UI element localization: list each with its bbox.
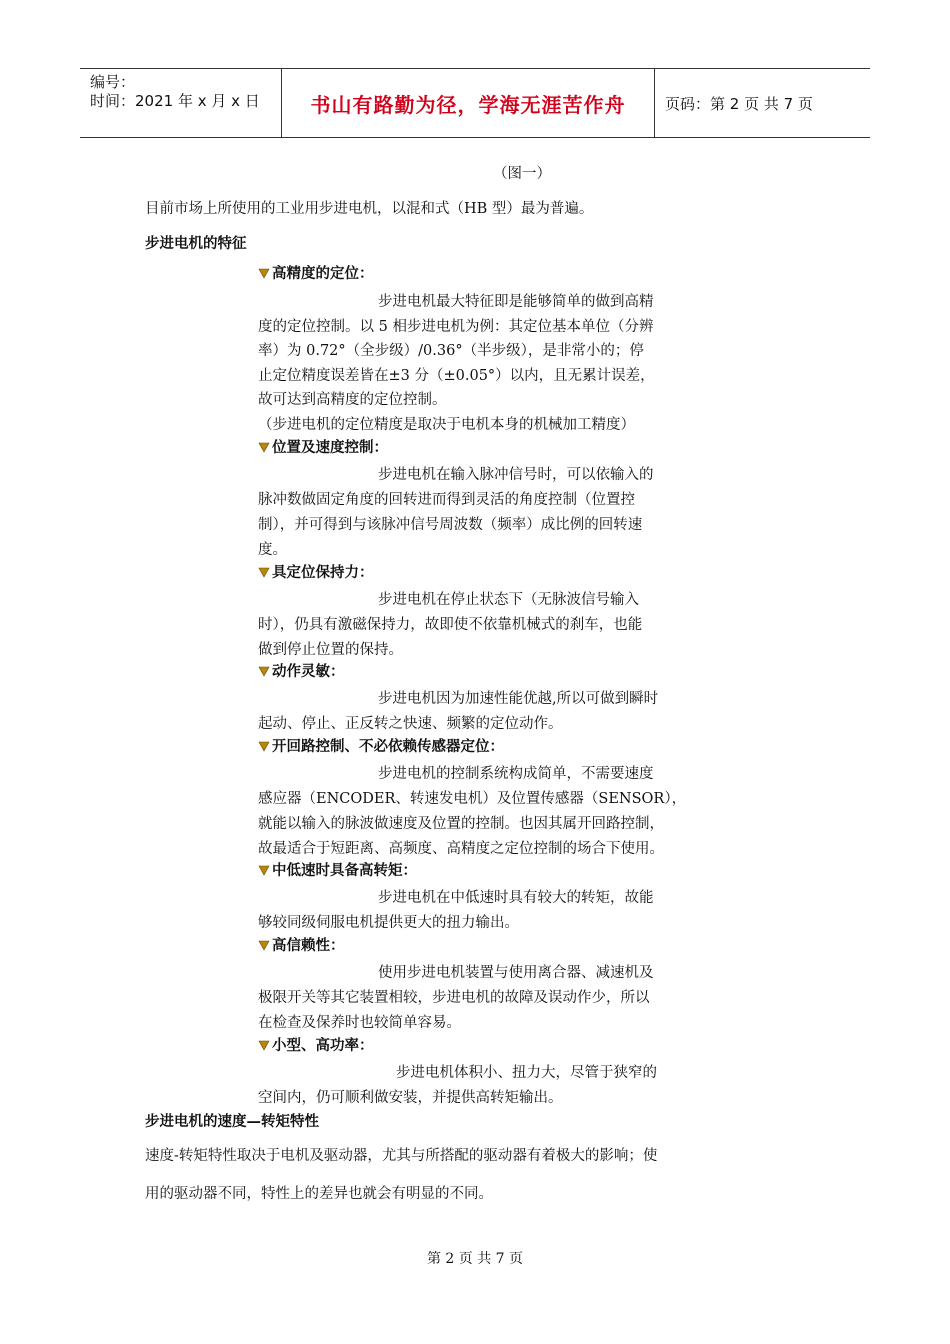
diamond-bullet-icon xyxy=(258,864,270,876)
feature-line: 止定位精度误差皆在±3 分（±0.05°）以内，且无累计误差， xyxy=(258,368,655,384)
diamond-bullet-icon xyxy=(258,740,270,752)
feature-line: 步进电机的控制系统构成简单，不需要速度 xyxy=(378,766,654,782)
page-footer: 第 2 页 共 7 页 xyxy=(426,1251,524,1267)
feature-title: 动作灵敏： xyxy=(272,664,345,680)
feature-line: 步进电机在输入脉冲信号时，可以依输入的 xyxy=(378,467,654,483)
feature-line: 步进电机在停止状态下（无脉波信号输入 xyxy=(378,592,639,608)
feature-heading xyxy=(258,735,504,756)
feature-line: 度的定位控制。以 5 相步进电机为例：其定位基本单位（分辨 xyxy=(258,319,654,335)
header-page-info: 页码：第 2 页 共 7 页 xyxy=(665,94,813,113)
page-header xyxy=(80,68,870,138)
feature-line: 步进电机因为加速性能优越,所以可做到瞬时 xyxy=(378,691,659,707)
feature-line: 极限开关等其它装置相较，步进电机的故障及误动作少，所以 xyxy=(258,990,650,1006)
feature-line: 时），仍具有激磁保持力，故即使不依靠机械式的刹车，也能 xyxy=(258,617,643,633)
feature-title: 位置及速度控制： xyxy=(272,440,388,456)
feature-heading xyxy=(258,262,374,283)
diamond-bullet-icon xyxy=(258,1039,270,1051)
feature-title: 高精度的定位： xyxy=(272,266,374,282)
feature-line: 步进电机体积小、扭力大，尽管于狭窄的 xyxy=(396,1065,657,1081)
feature-line: 步进电机最大特征即是能够简单的做到高精 xyxy=(378,294,654,310)
feature-heading xyxy=(258,660,345,681)
feature-line: 起动、停止、正反转之快速、频繁的定位动作。 xyxy=(258,716,563,732)
feature-title: 小型、高功率： xyxy=(272,1038,374,1054)
header-motto: 书山有路勤为径，学海无涯苦作舟 xyxy=(282,69,655,137)
feature-line: 脉冲数做固定角度的回转进而得到灵活的角度控制（位置控 xyxy=(258,492,635,508)
document-time-label: 时间：2021 年 x 月 x 日 xyxy=(90,92,260,110)
paragraph-line: 用的驱动器不同，特性上的差异也就会有明显的不同。 xyxy=(145,1186,493,1202)
feature-heading xyxy=(258,1034,374,1055)
feature-line: 度。 xyxy=(258,542,287,558)
feature-line: 感应器（ENCODER、转速发电机）及位置传感器（SENSOR）， xyxy=(258,791,687,807)
intro-paragraph: 目前市场上所使用的工业用步进电机，以混和式（HB 型）最为普遍。 xyxy=(145,201,594,217)
feature-line: 率）为 0.72°（全步级）/0.36°（半步级），是非常小的；停 xyxy=(258,343,644,359)
feature-line: （步进电机的定位精度是取决于电机本身的机械加工精度） xyxy=(258,417,635,433)
feature-line: 够较同级伺服电机提供更大的扭力输出。 xyxy=(258,915,519,931)
feature-heading xyxy=(258,561,374,582)
figure-caption: （图一） xyxy=(493,166,551,182)
diamond-bullet-icon xyxy=(258,566,270,578)
feature-title: 具定位保持力： xyxy=(272,565,374,581)
feature-line: 使用步进电机装置与使用离合器、减速机及 xyxy=(378,965,654,981)
diamond-bullet-icon xyxy=(258,665,270,677)
header-meta xyxy=(80,69,282,137)
feature-line: 就能以输入的脉波做速度及位置的控制。也因其属开回路控制， xyxy=(258,816,664,832)
feature-line: 故最适合于短距离、高频度、高精度之定位控制的场合下使用。 xyxy=(258,841,664,857)
diamond-bullet-icon xyxy=(258,267,270,279)
feature-line: 故可达到高精度的定位控制。 xyxy=(258,392,447,408)
diamond-bullet-icon xyxy=(258,939,270,951)
feature-line: 制），并可得到与该脉冲信号周波数（频率）成比例的回转速 xyxy=(258,517,643,533)
feature-heading xyxy=(258,934,345,955)
feature-title: 高信赖性： xyxy=(272,938,345,954)
feature-heading xyxy=(258,859,417,880)
paragraph-line: 速度-转矩特性取决于电机及驱动器，尤其与所搭配的驱动器有着极大的影响；使 xyxy=(145,1148,658,1164)
feature-title: 开回路控制、不必依赖传感器定位： xyxy=(272,739,504,755)
section-title-features: 步进电机的特征 xyxy=(145,236,247,252)
feature-line: 步进电机在中低速时具有较大的转矩，故能 xyxy=(378,890,654,906)
feature-line: 空间内，仍可顺利做安装，并提供高转矩输出。 xyxy=(258,1090,563,1106)
diamond-bullet-icon xyxy=(258,441,270,453)
feature-line: 做到停止位置的保持。 xyxy=(258,642,403,658)
section-title-speed-torque: 步进电机的速度—转矩特性 xyxy=(145,1114,319,1130)
document-number-label: 编号： xyxy=(90,73,136,91)
feature-line: 在检查及保养时也较简单容易。 xyxy=(258,1015,461,1031)
feature-heading xyxy=(258,436,388,457)
feature-title: 中低速时具备高转矩： xyxy=(272,863,417,879)
